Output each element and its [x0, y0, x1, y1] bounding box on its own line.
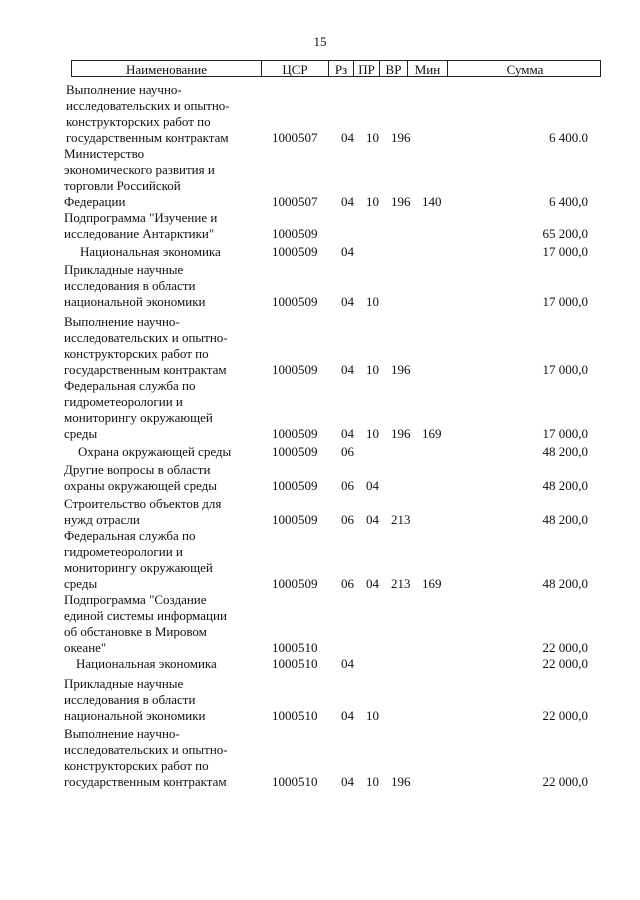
- row-sum: 17 000,0: [542, 426, 588, 441]
- row-rz: 04: [341, 362, 354, 377]
- row-csr: 1000510: [272, 656, 318, 671]
- row-name: Федеральная служба по гидрометеорологии и мониторингу окружающей среды: [64, 378, 213, 441]
- row-sum: 65 200,0: [542, 226, 588, 241]
- row-name: Прикладные научные исследования в области национальной экономики: [64, 676, 206, 723]
- header-rz: Рз: [329, 61, 354, 76]
- row-vr: 213: [391, 576, 411, 591]
- row-rz: 06: [341, 512, 354, 527]
- row-name: Другие вопросы в области охраны окружающей среды: [64, 462, 218, 493]
- row-vr: 196: [391, 130, 411, 145]
- row-min: 169: [422, 576, 442, 591]
- row-rz: 04: [341, 194, 354, 209]
- header-min: Мин: [408, 61, 448, 76]
- row-sum: 17 000,0: [542, 244, 588, 259]
- row-csr: 1000509: [272, 512, 318, 527]
- row-min: 169: [422, 426, 442, 441]
- row-csr: 1000509: [272, 444, 318, 459]
- row-name: Министерство экономического развития и торговли Российской Федерации: [64, 146, 215, 209]
- row-sum: 6 400.0: [549, 130, 588, 145]
- row-csr: 1000507: [272, 130, 318, 145]
- row-pr: 04: [366, 576, 379, 591]
- row-name: Национальная экономика: [80, 244, 221, 259]
- row-rz: 04: [341, 244, 354, 259]
- row-pr: 10: [366, 708, 379, 723]
- table-row: [0, 244, 640, 260]
- row-name: Охрана окружающей среды: [78, 444, 232, 459]
- row-csr: 1000509: [272, 362, 318, 377]
- row-name: Выполнение научно- исследовательских и опытно- конструкторских работ по государственным контрактам: [64, 726, 228, 789]
- table-row: [0, 726, 640, 790]
- row-name: Подпрограмма "Изучение и исследование Антарктики": [64, 210, 218, 241]
- row-pr: 10: [366, 774, 379, 789]
- row-pr: 04: [366, 512, 379, 527]
- row-rz: 06: [341, 444, 354, 459]
- table-row: [0, 444, 640, 460]
- row-sum: 6 400,0: [549, 194, 588, 209]
- row-vr: 213: [391, 512, 411, 527]
- table-row: [0, 528, 640, 592]
- row-rz: 04: [341, 426, 354, 441]
- row-sum: 48 200,0: [542, 478, 588, 493]
- row-name: Выполнение научно- исследовательских и опытно- конструкторских работ по государственным контрактам: [64, 314, 228, 377]
- header-name: Наименование: [72, 61, 262, 76]
- header-vr: ВР: [380, 61, 408, 76]
- row-rz: 04: [341, 294, 354, 309]
- row-pr: 04: [366, 478, 379, 493]
- row-pr: 10: [366, 294, 379, 309]
- row-csr: 1000510: [272, 640, 318, 655]
- row-vr: 196: [391, 774, 411, 789]
- row-pr: 10: [366, 130, 379, 145]
- row-rz: 04: [341, 656, 354, 671]
- row-sum: 48 200,0: [542, 512, 588, 527]
- row-min: 140: [422, 194, 442, 209]
- header-csr: ЦСР: [262, 61, 329, 76]
- row-csr: 1000510: [272, 774, 318, 789]
- table-row: [0, 592, 640, 656]
- row-csr: 1000509: [272, 294, 318, 309]
- row-rz: 04: [341, 708, 354, 723]
- row-vr: 196: [391, 426, 411, 441]
- row-pr: 10: [366, 194, 379, 209]
- row-rz: 04: [341, 130, 354, 145]
- row-rz: 04: [341, 774, 354, 789]
- row-sum: 22 000,0: [542, 774, 588, 789]
- row-sum: 22 000,0: [542, 640, 588, 655]
- row-name: Прикладные научные исследования в области национальной экономики: [64, 262, 206, 309]
- row-csr: 1000509: [272, 426, 318, 441]
- row-csr: 1000509: [272, 576, 318, 591]
- row-name: Федеральная служба по гидрометеорологии и мониторингу окружающей среды: [64, 528, 213, 591]
- row-sum: 48 200,0: [542, 444, 588, 459]
- row-name: Подпрограмма "Создание единой системы информации об обстановке в Мировом океане": [64, 592, 227, 655]
- row-csr: 1000509: [272, 478, 318, 493]
- row-sum: 22 000,0: [542, 708, 588, 723]
- row-csr: 1000509: [272, 226, 318, 241]
- row-rz: 06: [341, 478, 354, 493]
- row-sum: 17 000,0: [542, 294, 588, 309]
- row-pr: 10: [366, 362, 379, 377]
- table-row: [0, 82, 640, 146]
- table-row: [0, 676, 640, 724]
- row-vr: 196: [391, 194, 411, 209]
- row-rz: 06: [341, 576, 354, 591]
- row-vr: 196: [391, 362, 411, 377]
- row-sum: 48 200,0: [542, 576, 588, 591]
- row-pr: 10: [366, 426, 379, 441]
- row-name: Национальная экономика: [76, 656, 217, 671]
- row-csr: 1000510: [272, 708, 318, 723]
- row-name: Выполнение научно- исследовательских и опытно- конструкторских работ по государственным контрактам: [66, 82, 230, 145]
- header-pr: ПР: [354, 61, 380, 76]
- table-row: [0, 262, 640, 310]
- table-row: [0, 314, 640, 378]
- table-row: [0, 496, 640, 528]
- page-number: 15: [313, 34, 327, 49]
- header-sum: Сумма: [506, 62, 544, 77]
- table-row: [0, 656, 640, 672]
- table-row: [0, 462, 640, 494]
- row-csr: 1000509: [272, 244, 318, 259]
- table-row: [0, 210, 640, 242]
- table-row: [0, 146, 640, 210]
- row-sum: 22 000,0: [542, 656, 588, 671]
- row-name: Строительство объектов для нужд отрасли: [64, 496, 222, 527]
- table-row: [0, 378, 640, 442]
- row-sum: 17 000,0: [542, 362, 588, 377]
- row-csr: 1000507: [272, 194, 318, 209]
